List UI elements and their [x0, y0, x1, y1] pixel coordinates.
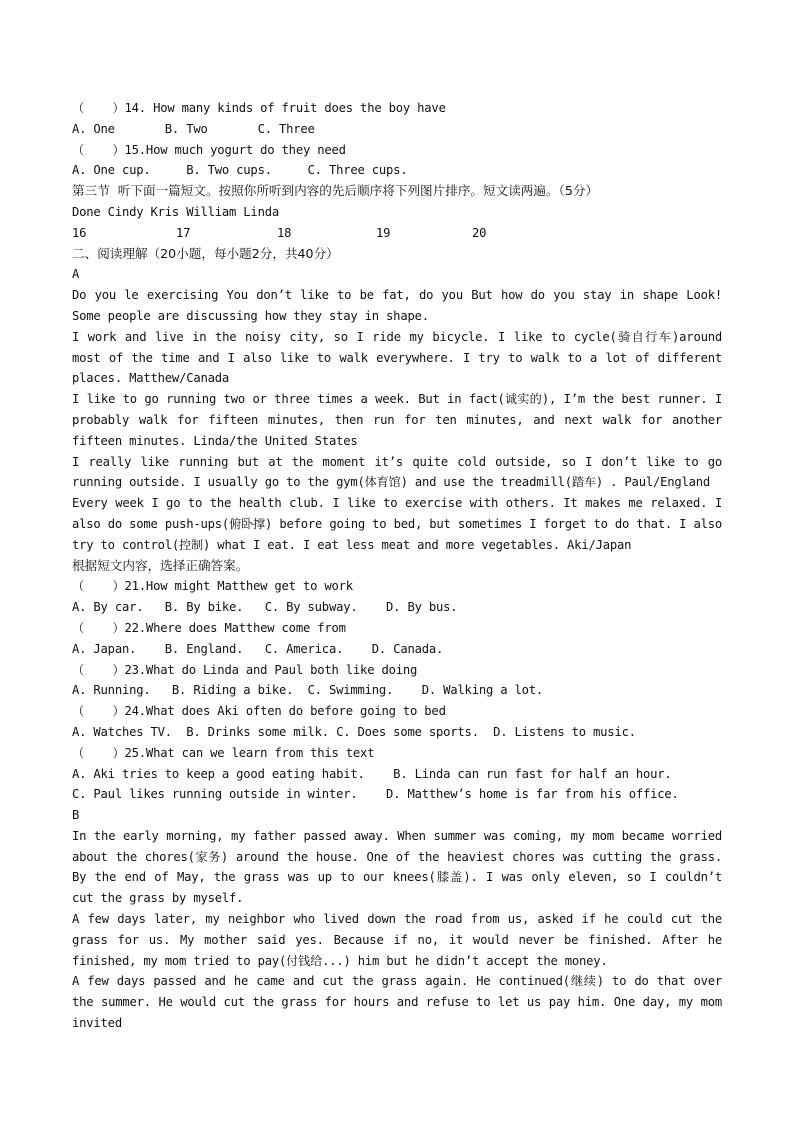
- number-20: 20: [472, 225, 487, 240]
- number-18: 18: [277, 225, 292, 240]
- question-14-options: A. One B. Two C. Three: [72, 121, 315, 136]
- number-19: 19: [376, 225, 391, 240]
- question-25: （ ）25.What can we learn from this text: [72, 745, 375, 760]
- question-22: （ ）22.Where does Matthew come from: [72, 620, 346, 635]
- question-15-options: A. One cup. B. Two cups. C. Three cups.: [72, 163, 408, 178]
- question-15: （ ）15.How much yogurt do they need: [72, 142, 346, 157]
- passage-b-paragraph: In the early morning, my father passed away. When summer was coming, my mom became worried about the chores(家务) around the house. One of the heaviest chores was cutting the grass. By the end of May, the grass was up to our knees(膝盖). I was only eleven, so I couldn’t cut the grass by myself.: [72, 828, 722, 906]
- question-22-options: A. Japan. B. England. C. America. D. Canada.: [72, 641, 444, 656]
- section-3-title: 第三节 听下面一篇短文。按照你所听到内容的先后顺序将下列图片排序。短文读两遍。（5分）: [72, 183, 599, 199]
- number-16: 16: [72, 225, 87, 240]
- passage-a-paragraph: I really like running but at the moment it’s quite cold outside, so I don’t like to go running outside. I usually go to the gym(体育馆) and use the treadmill(踏车) . Paul/England: [72, 454, 722, 490]
- question-21: （ ）21.How might Matthew get to work: [72, 579, 353, 594]
- instruction: 根据短文内容，选择正确答案。: [72, 557, 249, 573]
- part-b-label: B: [72, 808, 80, 823]
- passage-a-paragraph: Every week I go to the health club. I like to exercise with others. It makes me relaxed. I also do some push-ups(俯卧撑) before going to bed, but sometimes I forget to do that. I also try to control(控制) what I eat. I eat less meat and more vegetables. Aki/Japan: [72, 496, 722, 552]
- question-23: （ ）23.What do Linda and Paul both like doing: [72, 662, 418, 677]
- passage-a-paragraph: Do you le exercising You don’t like to be fat, do you But how do you stay in shape Look! Some people are discussing how they stay in shape.: [72, 288, 722, 323]
- question-21-options: A. By car. B. By bike. C. By subway. D. By bus.: [72, 600, 458, 615]
- reading-section-title: 二、阅读理解（20小题，每小题2分，共40分）: [72, 245, 339, 261]
- passage-b-paragraph: A few days passed and he came and cut the grass again. He continued(继续) to do that over the summer. He would cut the grass for hours and refuse to let us pay him. One day, my mom invited: [72, 974, 722, 1031]
- number-row: [72, 223, 722, 244]
- question-23-options: A. Running. B. Riding a bike. C. Swimming. D. Walking a lot.: [72, 683, 544, 698]
- question-25-options-2: C. Paul likes running outside in winter. D. Matthew’s home is far from his office.: [72, 787, 679, 802]
- question-14: （ ）14. How many kinds of fruit does the boy have: [72, 101, 446, 115]
- name-list: Done Cindy Kris William Linda: [72, 204, 279, 219]
- number-17: 17: [176, 225, 191, 240]
- part-a-label: A: [72, 267, 80, 282]
- question-24-options: A. Watches TV. B. Drinks some milk. C. Does some sports. D. Listens to music.: [72, 724, 636, 739]
- passage-b-paragraph: A few days later, my neighbor who lived down the road from us, asked if he could cut the grass for us. My mother said yes. Because if no, it would never be finished. After he finished, my mom tried to pay(付钱给...) him but he didn’t accept the money.: [72, 912, 722, 968]
- passage-a-paragraph: I work and live in the noisy city, so I ride my bicycle. I like to cycle(骑自行车)around most of the time and I also like to walk everywhere. I try to walk to a lot of different places. Matthew/Canada: [72, 329, 722, 386]
- question-25-options: A. Aki tries to keep a good eating habit. B. Linda can run fast for half an hour.: [72, 766, 672, 781]
- page-content: [72, 98, 722, 1034]
- question-24: （ ）24.What does Aki often do before going to bed: [72, 704, 446, 719]
- passage-a-paragraph: I like to go running two or three times a week. But in fact(诚实的), I’m the best runner. I probably walk for fifteen minutes, then run for ten minutes, and next walk for another fifteen minutes. Linda/the United States: [72, 392, 722, 448]
